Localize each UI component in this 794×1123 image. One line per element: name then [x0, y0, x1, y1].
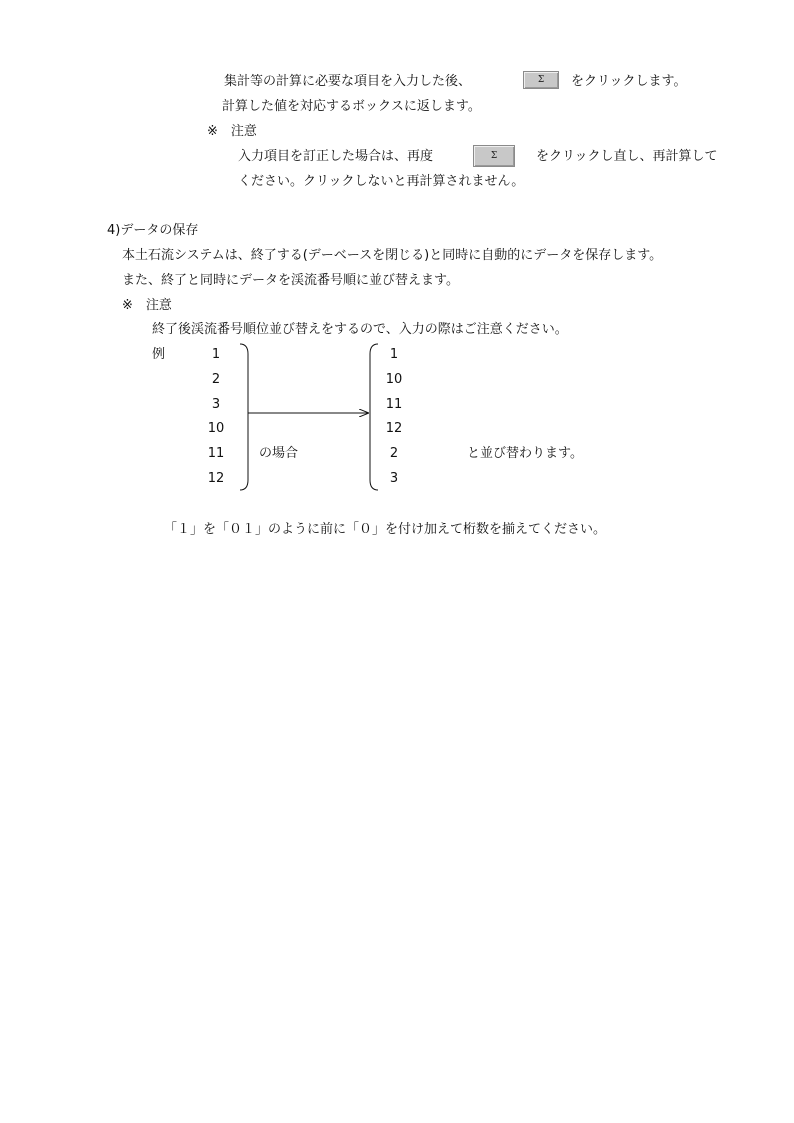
- save-text-1: 本土石流システムは、終了する(デーベースを閉じる)と同時に自動的にデータを保存します。: [122, 248, 663, 263]
- save-note-mark: ※ 注意: [122, 298, 172, 313]
- sigma-button-recalc[interactable]: Σ: [473, 145, 515, 167]
- after-item: 1: [389, 347, 399, 362]
- calc-note-mark: ※ 注意: [207, 124, 257, 139]
- calc-note-text-2: ください。クリックしないと再計算されません。: [238, 174, 525, 189]
- calc-result-text: 計算した値を対応するボックスに返します。: [222, 99, 481, 114]
- calc-note-text-pre: 入力項目を訂正した場合は、再度: [238, 149, 434, 164]
- before-caption: の場合: [259, 446, 299, 461]
- calc-note-text-post: をクリックし直し、再計算して: [536, 149, 718, 164]
- after-caption: と並び替わります。: [467, 446, 583, 461]
- before-item: 11: [207, 446, 225, 461]
- after-item: 2: [389, 446, 399, 461]
- tip-text: 「１」を「０１」のように前に「０」を付け加えて桁数を揃えてください。: [164, 522, 607, 537]
- before-item: 10: [207, 421, 225, 436]
- before-item: 12: [207, 471, 225, 486]
- example-label: 例: [152, 347, 166, 362]
- save-note-text: 終了後渓流番号順位並び替えをするので、入力の際はご注意ください。: [152, 322, 568, 337]
- after-item: 12: [385, 421, 403, 436]
- calc-instruction-pre: 集計等の計算に必要な項目を入力した後、: [224, 74, 472, 89]
- save-text-2: また、終了と同時にデータを渓流番号順に並び替えます。: [122, 273, 459, 288]
- calc-instruction-post: をクリックします。: [571, 74, 687, 89]
- section-heading-save: 4)データの保存: [107, 223, 199, 238]
- right-brace: [240, 344, 248, 490]
- after-item: 11: [385, 397, 403, 412]
- after-item: 3: [389, 471, 399, 486]
- before-item: 1: [211, 347, 221, 362]
- after-item: 10: [385, 372, 403, 387]
- sigma-button[interactable]: Σ: [523, 71, 559, 89]
- left-brace: [370, 344, 378, 490]
- before-item: 3: [211, 397, 221, 412]
- before-item: 2: [211, 372, 221, 387]
